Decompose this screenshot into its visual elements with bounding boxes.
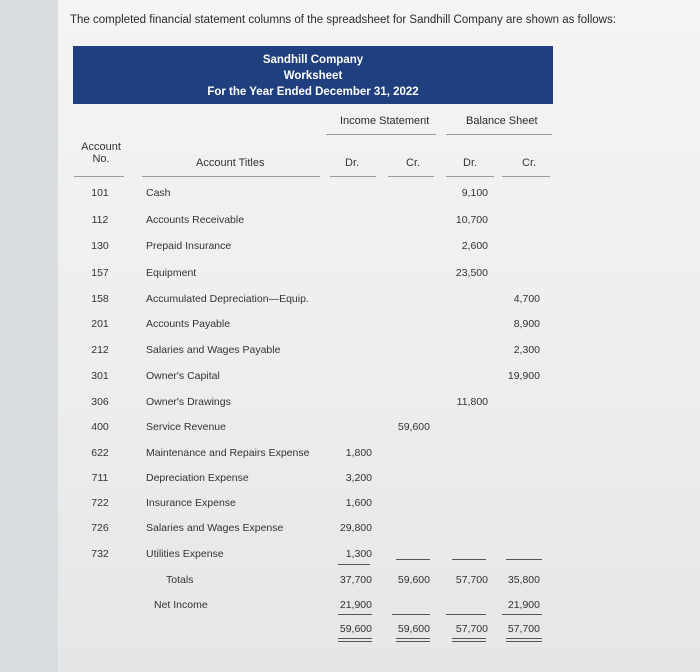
- account-number: 157: [91, 267, 109, 279]
- account-title: Prepaid Insurance: [146, 240, 232, 252]
- table-row: [0, 444, 700, 464]
- account-no-header-line2: No.: [92, 153, 110, 165]
- balance-dr-value: 2,600: [461, 240, 488, 252]
- income-group-rule: [326, 134, 436, 135]
- account-title: Utilities Expense: [146, 548, 224, 560]
- income-cr-value: 59,600: [397, 421, 430, 433]
- company-name: Sandhill Company: [262, 54, 364, 66]
- balance-dr-value: 11,800: [456, 396, 488, 408]
- account-title: Insurance Expense: [146, 497, 236, 509]
- account-title: Owner's Capital: [146, 370, 220, 382]
- document-name: Worksheet: [283, 70, 343, 82]
- totals-income-cr: 59,600: [397, 574, 430, 586]
- table-row: [0, 494, 700, 514]
- final-double-rule-is-cr-b: [396, 641, 430, 642]
- totals-balance-dr: 57,700: [455, 574, 488, 586]
- income-dr-value: 1,300: [345, 548, 372, 560]
- final-income-cr: 59,600: [397, 623, 430, 635]
- income-dr-header: Dr.: [345, 157, 360, 169]
- income-cr-header: Cr.: [406, 157, 421, 169]
- account-number: 101: [91, 187, 109, 199]
- final-double-rule-bs-dr-a: [452, 638, 486, 639]
- final-balance-cr: 57,700: [507, 623, 540, 635]
- table-row: [0, 545, 700, 565]
- income-dr-value: 1,600: [345, 497, 372, 509]
- table-row: [0, 341, 700, 361]
- header-rule-is-dr: [330, 176, 376, 177]
- final-rule-is-dr: [338, 614, 372, 615]
- net-income-income-dr: 21,900: [339, 599, 372, 611]
- final-double-rule-bs-dr-b: [452, 641, 486, 642]
- account-number: 112: [91, 214, 109, 226]
- table-row: [0, 519, 700, 539]
- intro-text: The completed financial statement columns of the spreadsheet for Sandhill Company are shown as follows:: [70, 14, 616, 26]
- final-balance-dr: 57,700: [455, 623, 488, 635]
- period-label: For the Year Ended December 31, 2022: [207, 86, 419, 98]
- account-title: Maintenance and Repairs Expense: [146, 447, 310, 459]
- final-totals-row: [0, 620, 700, 640]
- account-title: Accounts Receivable: [146, 214, 245, 226]
- final-double-rule-bs-cr-b: [506, 641, 542, 642]
- table-row: [0, 315, 700, 335]
- net-income-label: Net Income: [154, 599, 208, 611]
- final-rule-is-cr: [392, 614, 430, 615]
- balance-cr-value: 19,900: [507, 370, 540, 382]
- table-row: [0, 290, 700, 310]
- header-rule-is-cr: [388, 176, 434, 177]
- table-row: [0, 393, 700, 413]
- balance-cr-value: 8,900: [513, 318, 540, 330]
- account-number: 212: [91, 344, 109, 356]
- account-number: 400: [91, 421, 109, 433]
- header-rule-bs-dr: [446, 176, 494, 177]
- account-number: 722: [91, 497, 109, 509]
- account-number: 726: [91, 522, 109, 534]
- account-title: Salaries and Wages Payable: [146, 344, 281, 356]
- table-row: [0, 264, 700, 284]
- balance-group-rule: [446, 134, 552, 135]
- table-row: [0, 237, 700, 257]
- account-titles-header: Account Titles: [196, 157, 265, 169]
- account-title: Accounts Payable: [146, 318, 231, 330]
- net-income-balance-cr: 21,900: [507, 599, 540, 611]
- table-row: [0, 184, 700, 204]
- totals-label: Totals: [166, 574, 194, 586]
- totals-balance-cr: 35,800: [507, 574, 540, 586]
- header-rule-no: [74, 176, 124, 177]
- final-income-dr: 59,600: [339, 623, 372, 635]
- totals-rule-bs-cr: [506, 559, 542, 560]
- account-title: Owner's Drawings: [146, 396, 231, 408]
- account-title: Service Revenue: [146, 421, 226, 433]
- account-number: 306: [91, 396, 109, 408]
- account-number: 732: [91, 548, 109, 560]
- account-number: 301: [91, 370, 109, 382]
- totals-rule-is-cr: [396, 559, 430, 560]
- account-title: Depreciation Expense: [146, 472, 249, 484]
- totals-row: [0, 571, 700, 591]
- income-statement-header: Income Statement: [340, 115, 430, 127]
- account-number: 622: [91, 447, 109, 459]
- final-double-rule-is-cr-a: [396, 638, 430, 639]
- balance-dr-value: 9,100: [461, 187, 488, 199]
- balance-dr-value: 10,700: [455, 214, 488, 226]
- balance-cr-value: 4,700: [513, 293, 540, 305]
- balance-cr-header: Cr.: [522, 157, 537, 169]
- final-rule-bs-dr: [446, 614, 486, 615]
- account-title: Salaries and Wages Expense: [146, 522, 284, 534]
- table-row: [0, 367, 700, 387]
- final-double-rule-is-dr-a: [338, 638, 372, 639]
- account-number: 130: [91, 240, 109, 252]
- balance-sheet-header: Balance Sheet: [466, 115, 538, 127]
- income-dr-value: 29,800: [339, 522, 372, 534]
- worksheet-banner: [73, 46, 553, 104]
- table-row: [0, 418, 700, 438]
- account-no-header-line1: Account: [81, 141, 121, 153]
- table-row: [0, 211, 700, 231]
- balance-cr-value: 2,300: [513, 344, 540, 356]
- table-row: [0, 469, 700, 489]
- header-rule-titles: [142, 176, 320, 177]
- totals-income-dr: 37,700: [339, 574, 372, 586]
- income-dr-value: 3,200: [345, 472, 372, 484]
- income-dr-value: 1,800: [345, 447, 372, 459]
- account-title: Equipment: [146, 267, 197, 279]
- account-title: Accumulated Depreciation—Equip.: [146, 293, 309, 305]
- final-double-rule-bs-cr-a: [506, 638, 542, 639]
- account-no-header: [78, 141, 124, 165]
- balance-dr-header: Dr.: [463, 157, 478, 169]
- account-number: 201: [91, 318, 109, 330]
- account-number: 711: [91, 472, 109, 484]
- balance-dr-value: 23,500: [455, 267, 488, 279]
- net-income-row: [0, 596, 700, 616]
- account-title: Cash: [146, 187, 171, 199]
- final-double-rule-is-dr-b: [338, 641, 372, 642]
- account-number: 158: [91, 293, 109, 305]
- header-rule-bs-cr: [502, 176, 550, 177]
- final-rule-bs-cr: [502, 614, 542, 615]
- totals-rule-is-dr: [338, 564, 370, 565]
- totals-rule-bs-dr: [452, 559, 486, 560]
